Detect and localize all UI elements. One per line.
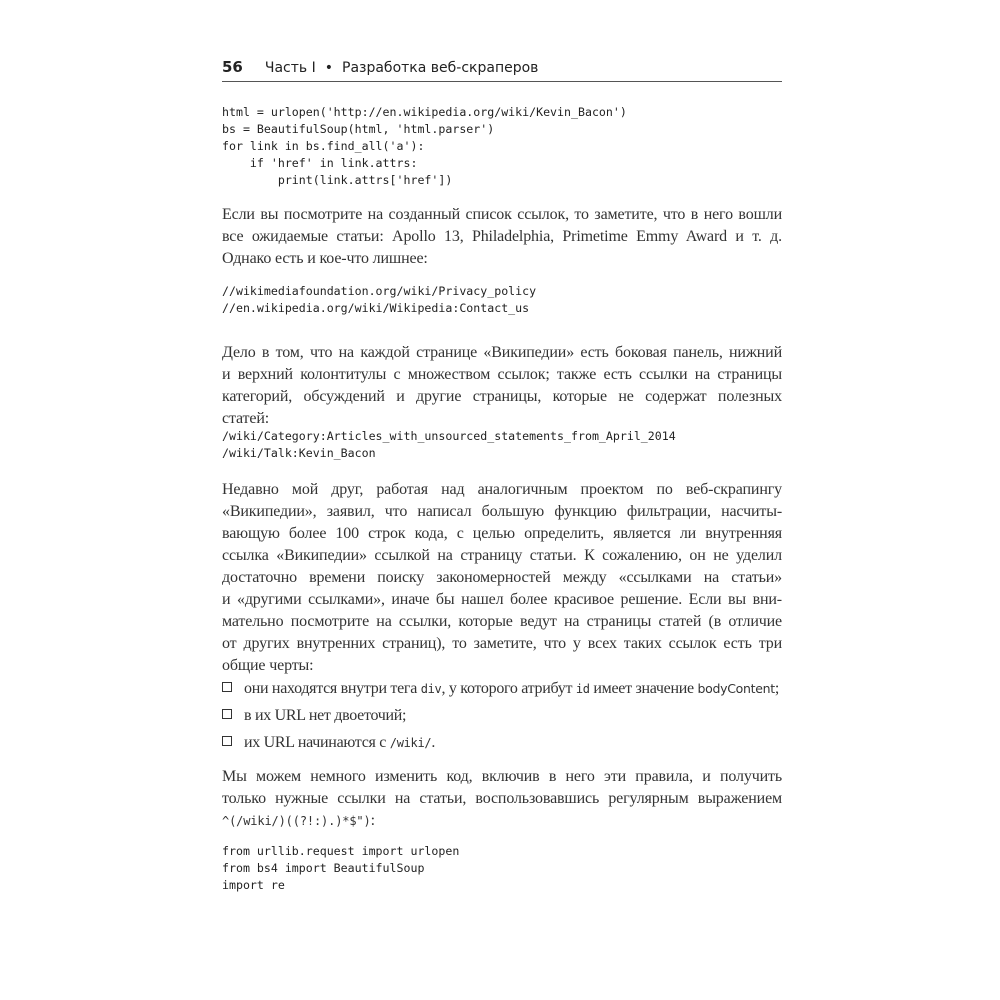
bullet-item bbox=[222, 680, 779, 698]
inline-code: id bbox=[575, 682, 590, 696]
bullet-text: . bbox=[431, 734, 436, 751]
inline-code: ^(/wiki/)((?!:).)*$") bbox=[222, 814, 371, 828]
header-rule bbox=[222, 81, 782, 82]
code-line: //wikimediafoundation.org/wiki/Privacy_policy bbox=[222, 284, 537, 298]
code-line: html = urlopen('http://en.wikipedia.org/wiki/Kevin_Bacon') bbox=[222, 105, 627, 119]
inline-code: div bbox=[420, 682, 442, 696]
running-header bbox=[222, 58, 538, 76]
text-line: категорий, обсуждений и другие страницы, которые не содержат полезных bbox=[222, 388, 782, 405]
text-line: только нужные ссылки на статьи, воспользовавшись регулярным выражением bbox=[222, 790, 782, 807]
chapter-title: Разработка веб-скраперов bbox=[342, 60, 539, 76]
code-line: from bs4 import BeautifulSoup bbox=[222, 861, 425, 875]
code-block-2 bbox=[222, 283, 536, 317]
code-line: import re bbox=[222, 878, 285, 892]
text-line: статей: bbox=[222, 410, 270, 427]
text-fragment: : bbox=[370, 812, 375, 829]
text-line: мательно посмотрите на ссылки, которые ведут на страницы статей (в отличие bbox=[222, 613, 782, 630]
bullet-item bbox=[222, 734, 435, 752]
code-line: /wiki/Category:Articles_with_unsourced_statements_from_April_2014 bbox=[222, 429, 676, 443]
page-number: 56 bbox=[222, 58, 243, 76]
code-line: bs = BeautifulSoup(html, 'html.parser') bbox=[222, 122, 495, 136]
bullet-item bbox=[222, 707, 406, 725]
code-line: from urllib.request import urlopen bbox=[222, 844, 460, 858]
inline-code: bodyContent bbox=[697, 681, 775, 696]
code-line: /wiki/Talk:Kevin_Bacon bbox=[222, 446, 376, 460]
code-line: for link in bs.find_all('a'): bbox=[222, 139, 425, 153]
checkbox-bullet-icon bbox=[222, 682, 232, 692]
bullet-text: , у которого атрибут bbox=[441, 680, 576, 697]
text-line: достаточно времени поиску закономерностей между «ссылками на статьи» bbox=[222, 569, 782, 586]
text-line: Если вы посмотрите на созданный список ссылок, то заметите, что в него вошли bbox=[222, 206, 782, 223]
paragraph-1 bbox=[222, 204, 782, 270]
code-line: print(link.attrs['href']) bbox=[222, 173, 453, 187]
text-line: Однако есть и кое-что лишнее: bbox=[222, 250, 428, 267]
text-line: от других внутренних страниц), то заметите, что у всех таких ссылок есть три bbox=[222, 635, 782, 652]
code-block-4 bbox=[222, 843, 459, 894]
text-line bbox=[222, 810, 782, 832]
bullet-text: они находятся внутри тега bbox=[244, 680, 421, 697]
code-line: if 'href' in link.attrs: bbox=[222, 156, 418, 170]
paragraph-4 bbox=[222, 766, 782, 832]
bullet-text: имеет значение bbox=[589, 680, 698, 697]
part-label: Часть I bbox=[264, 60, 316, 76]
text-line: все ожидаемые статьи: Apollo 13, Philadelphia, Primetime Emmy Award и т. д. bbox=[222, 228, 782, 245]
text-line: Дело в том, что на каждой странице «Википедии» есть боковая панель, нижний bbox=[222, 344, 782, 361]
text-line: «Википедии», заявил, что написал большую функцию фильтрации, насчиты- bbox=[222, 503, 782, 520]
paragraph-2 bbox=[222, 342, 782, 430]
text-line: общие черты: bbox=[222, 657, 314, 674]
header-separator: • bbox=[324, 60, 333, 76]
checkbox-bullet-icon bbox=[222, 709, 232, 719]
code-block-1 bbox=[222, 104, 627, 189]
text-line: ссылка «Википедии» ссылкой на страницу статьи. К сожалению, он не уделил bbox=[222, 547, 782, 564]
text-line: и «другими ссылками», иначе бы нашел более красивое решение. Если вы вни- bbox=[222, 591, 782, 608]
code-block-3 bbox=[222, 428, 676, 462]
checkbox-bullet-icon bbox=[222, 736, 232, 746]
code-line: //en.wikipedia.org/wiki/Wikipedia:Contact_us bbox=[222, 301, 530, 315]
text-line: вающую более 100 строк кода, с целью определить, является ли внутренняя bbox=[222, 525, 782, 542]
paragraph-3 bbox=[222, 479, 782, 677]
text-line: и верхний колонтитулы с множеством ссылок; также есть ссылки на страницы bbox=[222, 366, 782, 383]
text-line: Мы можем немного изменить код, включив в него эти правила, и получить bbox=[222, 768, 782, 785]
inline-code: /wiki/ bbox=[389, 736, 432, 750]
text-line: Недавно мой друг, работая над аналогичным проектом по веб-скрапингу bbox=[222, 481, 782, 498]
bullet-text: ; bbox=[774, 680, 779, 697]
bullet-text: в их URL нет двоеточий; bbox=[244, 707, 407, 724]
bullet-text: их URL начинаются с bbox=[244, 734, 390, 751]
